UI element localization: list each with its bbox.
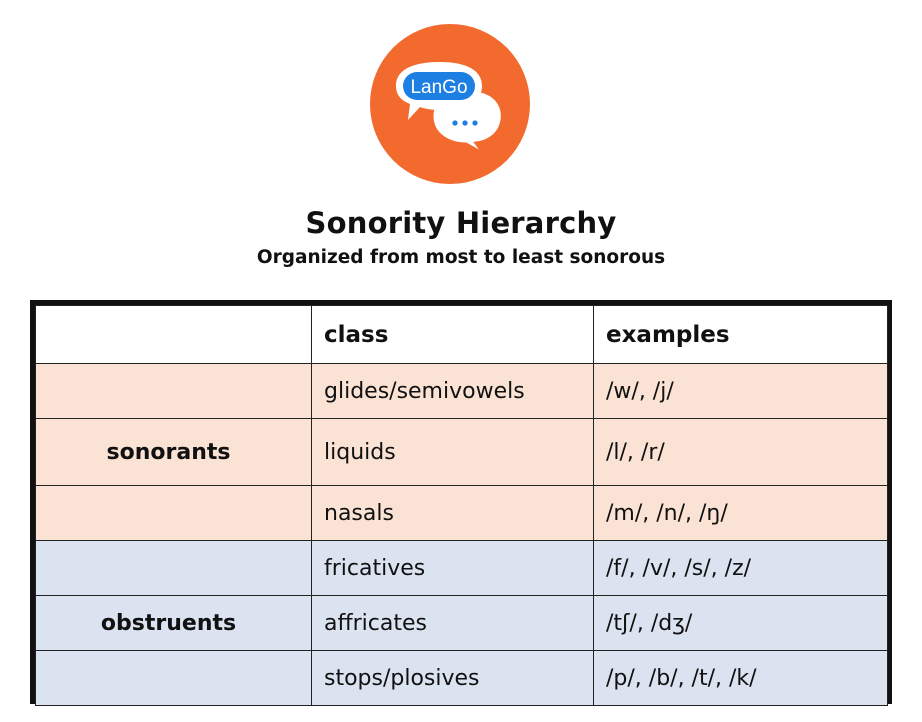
examples-cell: /m/, /n/, /ŋ/ (594, 486, 888, 541)
examples-cell: /tʃ/, /dʒ/ (594, 596, 888, 651)
examples-cell: /p/, /b/, /t/, /k/ (594, 651, 888, 706)
group-cell-empty (36, 486, 312, 541)
header-cell-examples: examples (594, 306, 888, 364)
group-cell-empty (36, 651, 312, 706)
page-title: Sonority Hierarchy (305, 206, 617, 240)
class-cell: affricates (312, 596, 594, 651)
header-cell-class: class (312, 306, 594, 364)
class-cell: liquids (312, 419, 594, 486)
lango-logo (370, 24, 530, 184)
speech-bubbles-icon (370, 24, 530, 184)
group-cell-empty (36, 364, 312, 419)
group-label-sonorants: sonorants (36, 419, 312, 486)
table-header-row (36, 306, 888, 364)
class-cell: stops/plosives (312, 651, 594, 706)
table-row (36, 651, 888, 706)
table-row (36, 486, 888, 541)
table-row (36, 364, 888, 419)
logo-text: LanGo (410, 77, 468, 98)
table-row (36, 596, 888, 651)
sonority-table (35, 305, 888, 706)
examples-cell: /w/, /j/ (594, 364, 888, 419)
examples-cell: /f/, /v/, /s/, /z/ (594, 541, 888, 596)
table-row (36, 419, 888, 486)
examples-cell: /l/, /r/ (594, 419, 888, 486)
page-subtitle: Organized from most to least sonorous (256, 247, 666, 268)
group-label-obstruents: obstruents (36, 596, 312, 651)
table-row (36, 541, 888, 596)
header-cell-group (36, 306, 312, 364)
class-cell: nasals (312, 486, 594, 541)
group-cell-empty (36, 541, 312, 596)
sonority-table-frame (30, 300, 892, 704)
class-cell: fricatives (312, 541, 594, 596)
class-cell: glides/semivowels (312, 364, 594, 419)
